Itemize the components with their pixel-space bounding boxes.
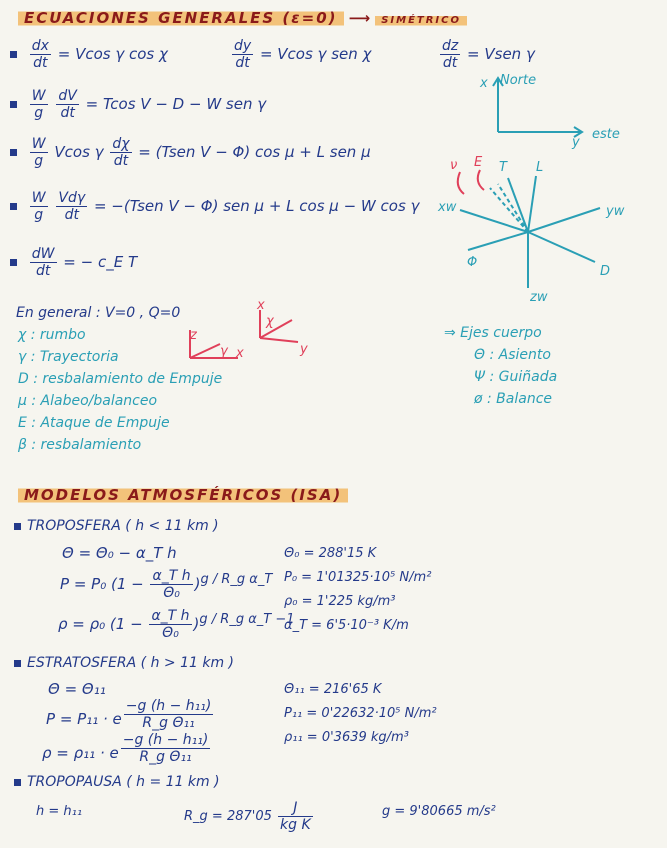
list-item: Ψ : Guiñada [474, 369, 558, 385]
dz-den: dt [442, 55, 458, 71]
list-item: χ : rumbo [18, 327, 86, 343]
phi-label: Φ [467, 255, 478, 270]
w-num: W [31, 136, 46, 152]
general-line: En general : V=0 , Q=0 [16, 305, 181, 321]
value-row: ρ₀ = 1'225 kg/m³ [284, 594, 396, 609]
strato-e3 [42, 732, 212, 765]
dx-rhs: = Vcos γ cos χ [57, 45, 168, 63]
dx-num: dx [31, 38, 49, 54]
h11-value: h = h₁₁ [36, 804, 83, 819]
dv-num: dV [58, 88, 77, 104]
header-atmos [18, 485, 348, 504]
rg-num: J [278, 800, 313, 817]
dz-num: dz [442, 38, 459, 54]
list-item: D : resbalamiento de Empuje [18, 371, 223, 387]
e3-exp: g / R_g α_T −1 [199, 612, 295, 627]
dt-den: dt [35, 263, 51, 279]
g-den: g [34, 207, 44, 223]
gamma-label: γ [220, 344, 228, 359]
strato-heading [14, 655, 234, 671]
g-den: g [34, 105, 44, 121]
s-e3-den: R_g Θ₁₁ [139, 749, 192, 765]
L-label: L [536, 160, 544, 175]
tropo-e1: Θ = Θ₀ − α_T h [62, 544, 177, 562]
symmetric-label: SIMÉTRICO [375, 13, 467, 28]
tropopausa-head: TROPOPAUSA ( h = 11 km ) [27, 774, 220, 790]
dchi-num: dχ [112, 136, 130, 152]
list-item: Θ : Asiento [474, 347, 551, 363]
w-num: W [31, 190, 46, 206]
g-den: g [34, 153, 44, 169]
angle-axes-diagram [180, 300, 310, 370]
header-equations [18, 8, 467, 27]
tropo-heading [14, 518, 219, 534]
vcos-term: Vcos γ [54, 143, 104, 161]
value-row: P₀ = 1'01325·10⁵ N/m² [284, 570, 432, 585]
list-item: E : Ataque de Empuje [18, 415, 170, 431]
s-e2-den: R_g Θ₁₁ [142, 715, 195, 731]
eq-dgamma [10, 190, 419, 223]
dgamma-rhs: = −(Tsen V − Φ) sen μ + L cos μ − W cos γ [93, 197, 420, 215]
e3-num: α_T h [151, 608, 190, 624]
D-label: D [600, 264, 611, 279]
bullet-icon [10, 51, 17, 58]
eq-dw [10, 246, 137, 279]
dz-rhs: = Vsen γ [467, 45, 535, 63]
w-num: W [31, 88, 46, 104]
bullet-icon [14, 779, 21, 786]
dchi-rhs: = (Tsen V − Φ) cos μ + L sen μ [138, 143, 371, 161]
bullet-icon [10, 149, 17, 156]
body-axes-title: ⇒ Ejes cuerpo [444, 325, 542, 341]
list-item: γ : Trayectoria [18, 349, 119, 365]
value-row: P₁₁ = 0'22632·10⁵ N/m² [284, 706, 437, 721]
body-axes-diagram [440, 160, 650, 310]
x-label-2: x [257, 298, 265, 313]
dy-rhs: = Vcos γ sen χ [259, 45, 372, 63]
north-label: Norte [500, 73, 537, 88]
s-e3-lhs: ρ = ρ₁₁ · e [42, 744, 119, 762]
tropo-e2: P = P₀ (1 − $\frac{\text{α\_T h}}{\text{Θ₀}}$ )$^{g / R\_g \alpha\_T}$ [60, 568, 273, 601]
strato-values [284, 678, 437, 750]
e2-lhs: P = P₀ (1 − [60, 575, 149, 593]
bullet-icon [10, 203, 17, 210]
value-row: α_T = 6'5·10⁻³ K/m [284, 618, 409, 633]
s-e2-lhs: P = P₁₁ · e [46, 710, 122, 728]
e2-exp: g / R_g α_T [200, 572, 273, 587]
tropo-values [284, 542, 431, 638]
value-row: Θ₀ = 288'15 K [284, 546, 377, 561]
zw-label: zw [530, 290, 548, 305]
x-label: x [236, 346, 244, 361]
rg-den: kg K [280, 817, 311, 833]
dx-den: dt [33, 55, 48, 71]
dw-rhs: = − c_E T [63, 253, 138, 271]
list-item: β : resbalamiento [18, 437, 142, 453]
rg-lhs: R_g = 287'05 [184, 809, 272, 824]
dy-num: dy [234, 38, 252, 54]
rg-value [184, 800, 315, 833]
list-item: μ : Alabeo/balanceo [18, 393, 158, 409]
s-e2-num: −g (h − h₁₁) [125, 698, 212, 714]
equations-title: ECUACIONES GENERALES (ε=0) [18, 7, 344, 29]
strato-head: ESTRATOSFERA ( h > 11 km ) [27, 655, 235, 671]
chi-label: χ [266, 314, 274, 329]
e3-den: Θ₀ [162, 625, 179, 641]
y-label: y [300, 342, 308, 357]
eq-dz [438, 38, 535, 71]
eq-dy [230, 38, 371, 71]
atmos-title: MODELOS ATMOSFÉRICOS (ISA) [18, 484, 348, 506]
dt-den: dt [113, 153, 129, 169]
tropo-head: TROPOSFERA ( h < 11 km ) [27, 518, 219, 534]
nu-label: ν [450, 158, 458, 173]
x-axis-label: x [480, 76, 488, 91]
z-label: z [190, 328, 197, 343]
strato-e2 [46, 698, 215, 731]
s-e3-num: −g (h − h₁₁) [122, 732, 209, 748]
value-row: Θ₁₁ = 216'65 K [284, 682, 382, 697]
xw-label: xw [438, 200, 457, 215]
dv-rhs: = Tcos V − D − W sen γ [85, 95, 267, 113]
value-row: ρ₁₁ = 0'3639 kg/m³ [284, 730, 409, 745]
strato-e1: Θ = Θ₁₁ [48, 680, 106, 698]
epsilon-label: E [474, 155, 483, 170]
east-label: este [592, 127, 620, 142]
body-axes-list [444, 322, 557, 410]
arrow-icon: ⟶ [348, 9, 371, 27]
dt-den: dt [64, 207, 79, 223]
y-axis-label: y [572, 135, 580, 150]
eq-dv [10, 88, 266, 121]
e3-lhs: ρ = ρ₀ (1 − [58, 615, 148, 633]
eq-dx [10, 38, 168, 71]
e2-num: α_T h [152, 568, 191, 584]
yw-label: yw [606, 204, 625, 219]
e2-den: Θ₀ [163, 585, 180, 601]
tropo-e3: ρ = ρ₀ (1 − $\frac{\text{α\_T h}}{\text{Θ₀}}$ )$^{g / R\_g \alpha\_T -1}$ [58, 608, 295, 641]
bullet-icon [14, 523, 21, 530]
dw-num: dW [31, 246, 55, 262]
list-item: ø : Balance [474, 391, 553, 407]
bullet-icon [10, 259, 17, 266]
g-value: g = 9'80665 m/s² [382, 804, 496, 819]
vdgamma-num: Vdγ [58, 190, 86, 206]
bullet-icon [14, 660, 21, 667]
tropopausa-heading [14, 774, 220, 790]
T-label: T [499, 160, 507, 175]
eq-dchi [10, 136, 371, 169]
bullet-icon [10, 101, 17, 108]
dt-den: dt [60, 105, 75, 121]
dy-den: dt [235, 55, 250, 71]
